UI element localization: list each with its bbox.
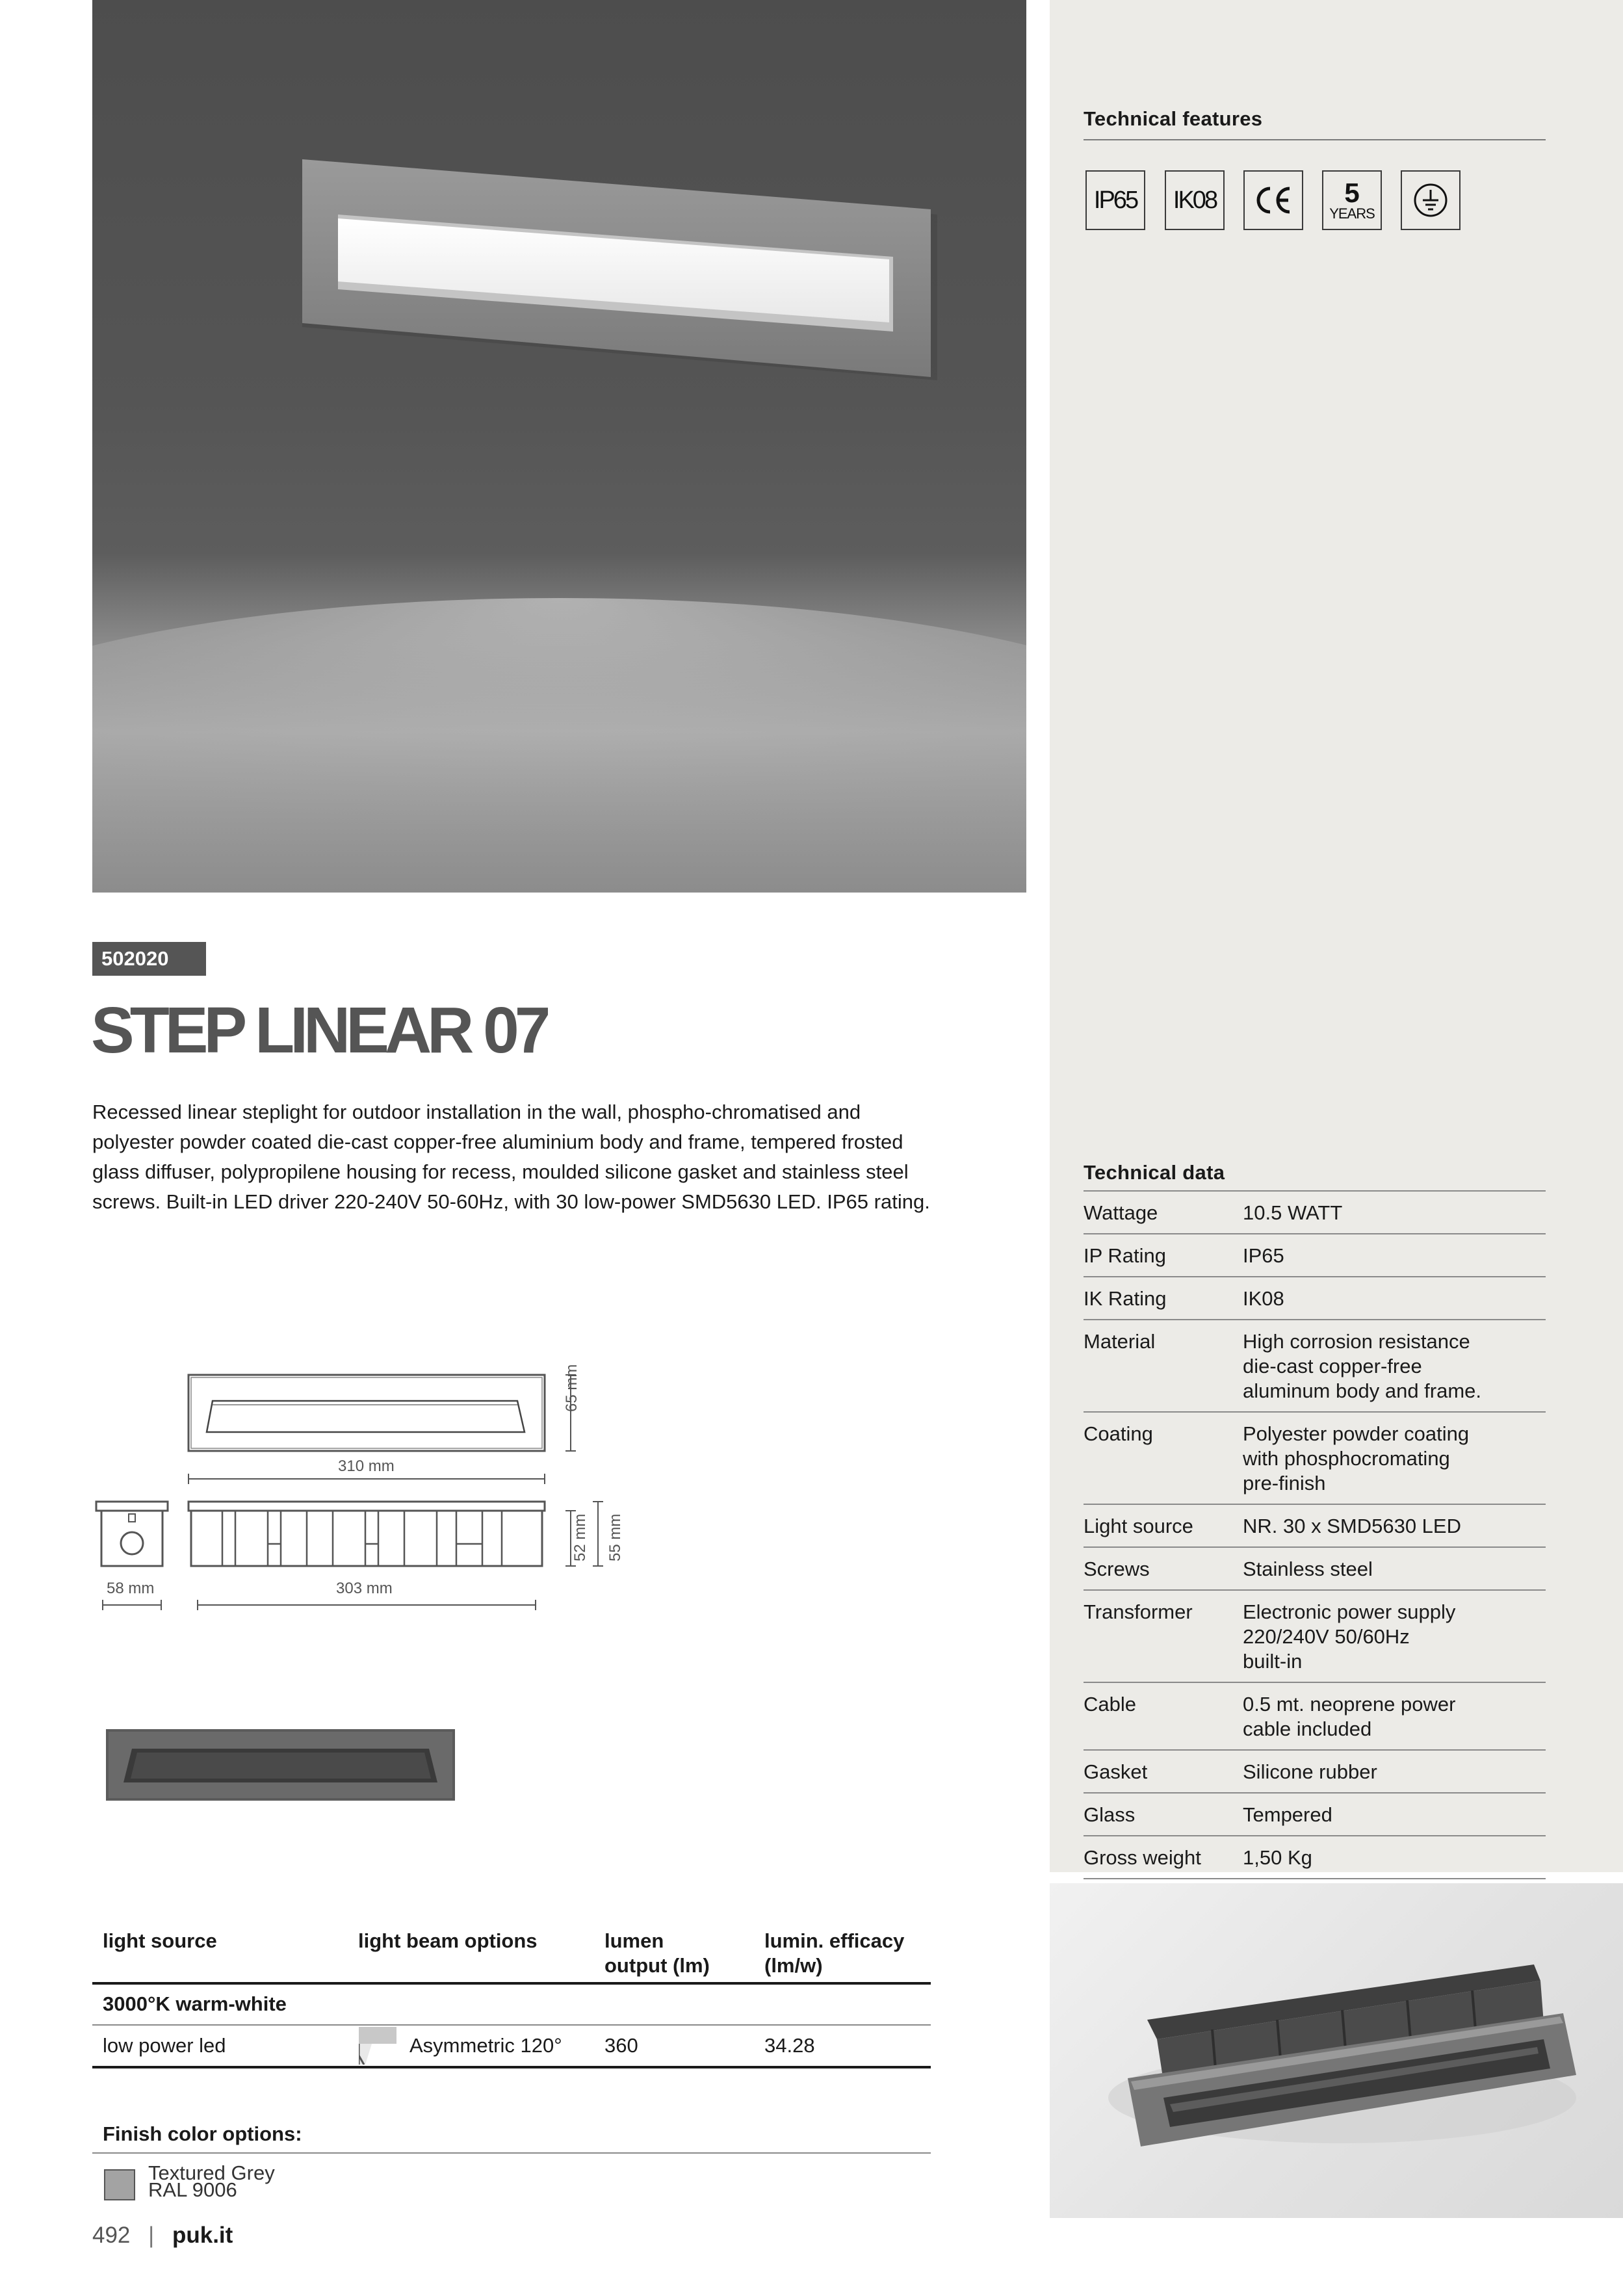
dimension-body-length: 303 mm — [336, 1580, 393, 1597]
ip65-icon: IP65 — [1085, 170, 1145, 230]
table-cell-efficacy: 34.28 — [764, 2034, 815, 2057]
tech-row-gross-weight: Gross weight 1,50 Kg — [1084, 1836, 1546, 1879]
table-group-rule — [92, 2024, 931, 2026]
dimension-front-height: 65 mm — [563, 1364, 580, 1412]
technical-data-table — [1084, 1190, 1546, 1879]
footer — [92, 2223, 233, 2249]
dimension-body-height-inner: 52 mm — [571, 1513, 589, 1561]
table-group-label: 3000°K warm-white — [103, 1992, 287, 2015]
footer-separator: | — [148, 2223, 155, 2248]
table-header-beam-options: light beam options — [358, 1929, 538, 1952]
technical-data-title: Technical data — [1084, 1161, 1225, 1184]
product-angle-photo — [1050, 1883, 1623, 2218]
tech-row-ip-rating: IP Rating IP65 — [1084, 1234, 1546, 1277]
tech-row-gasket: Gasket Silicone rubber — [1084, 1751, 1546, 1794]
table-cell-source: low power led — [103, 2034, 226, 2057]
product-description: Recessed linear steplight for outdoor installation in the wall, phospho-chromatised and polyester powder coated die-cast copper-free aluminium body and frame, tempered frosted glass diffuser, polypropilene housing for recess, moulded silicone gasket and stainless steel screws. Built-in LED driver 220-240V 50-60Hz, with 30 low-power SMD5630 LED. IP65 rating. — [92, 1101, 930, 1213]
product-title: STEP LINEAR 07 — [91, 994, 547, 1067]
beam-asymmetric-icon — [359, 2027, 396, 2065]
table-bottom-rule — [92, 2066, 931, 2068]
table-header-light-source: light source — [103, 1929, 217, 1952]
table-cell-lumen: 360 — [604, 2034, 638, 2057]
finish-option-label — [148, 2161, 275, 2201]
finish-divider — [92, 2152, 931, 2154]
tech-row-screws: Screws Stainless steel — [1084, 1548, 1546, 1591]
tech-row-material: Material High corrosion resistance die-cast copper-free aluminum body and frame. — [1084, 1320, 1546, 1413]
technical-features-title: Technical features — [1084, 107, 1263, 130]
tech-row-light-source: Light source NR. 30 x SMD5630 LED — [1084, 1505, 1546, 1548]
hero-product-photo — [92, 0, 1026, 893]
table-header-lumen-output: lumen output (lm) — [604, 1929, 710, 1977]
dimension-front-width: 310 mm — [338, 1457, 395, 1475]
tech-row-ik-rating: IK Rating IK08 — [1084, 1277, 1546, 1320]
finish-option-ral: RAL 9006 — [148, 2178, 237, 2201]
finish-swatch-textured-grey — [104, 2169, 135, 2200]
table-header-luminous-efficacy: lumin. efficacy (lm/w) — [764, 1929, 905, 1977]
footer-site-link[interactable]: puk.it — [172, 2223, 233, 2248]
ik08-icon: IK08 — [1165, 170, 1225, 230]
dimension-body-height-outer: 55 mm — [606, 1513, 624, 1561]
finish-title: Finish color options: — [103, 2122, 302, 2145]
tech-row-transformer: Transformer Electronic power supply 220/240V 50/60Hz built-in — [1084, 1591, 1546, 1683]
tech-row-glass: Glass Tempered — [1084, 1794, 1546, 1836]
table-header-rule — [92, 1982, 931, 1985]
ce-mark-icon — [1243, 170, 1303, 230]
warranty-5-years-icon: 5 YEARS — [1322, 170, 1382, 230]
earth-ground-icon — [1401, 170, 1461, 230]
dimension-side-width: 58 mm — [107, 1580, 155, 1597]
finish-product-thumbnail — [106, 1729, 455, 1801]
technical-features-divider — [1084, 139, 1546, 140]
page-number: 492 — [92, 2223, 131, 2248]
product-code-badge: 502020 — [92, 942, 206, 976]
tech-row-coating: Coating Polyester powder coating with phosphocromating pre-finish — [1084, 1413, 1546, 1505]
tech-row-cable: Cable 0.5 mt. neoprene power cable included — [1084, 1683, 1546, 1751]
finish-option-name: Textured Grey — [148, 2161, 275, 2184]
tech-row-wattage: Wattage 10.5 WATT — [1084, 1192, 1546, 1234]
table-cell-beam: Asymmetric 120° — [409, 2034, 562, 2057]
ce-mark-graphic — [1251, 181, 1296, 220]
